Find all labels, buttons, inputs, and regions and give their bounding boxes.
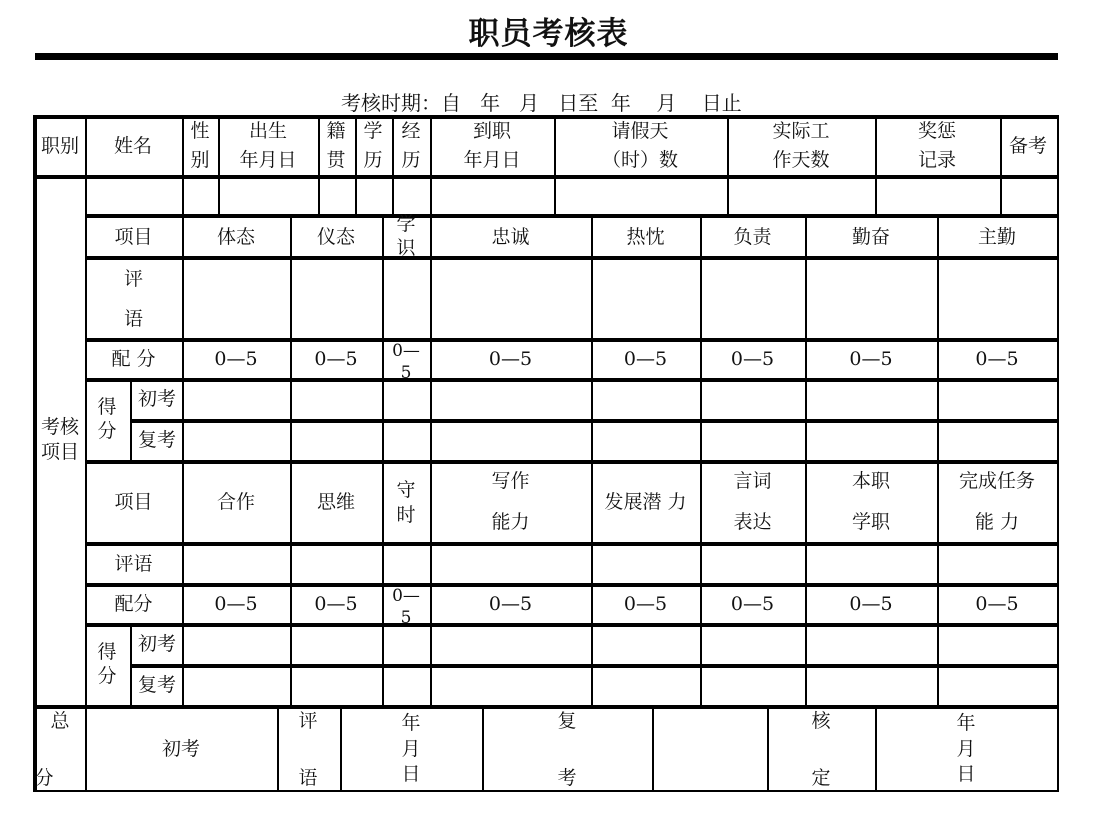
section1-obtained-label: 分 <box>97 420 117 442</box>
section1-item-label: 负责 <box>733 226 772 248</box>
header-gender-label: 性 <box>190 120 210 142</box>
section1-comment-cell <box>382 258 432 340</box>
score-range-value: 0—5 <box>730 593 775 615</box>
section1-second-review-label: 复考 <box>137 429 177 451</box>
section1-first-review-cell <box>591 380 702 421</box>
section2-second-review-label: 复考 <box>137 674 177 696</box>
section2-comment-cell <box>805 544 939 585</box>
section2-obtained-label: 分 <box>97 665 117 687</box>
section1-first-review-cell <box>805 380 939 421</box>
score-range-value: 0—5 <box>623 593 668 615</box>
section1-first-review-cell <box>182 380 292 421</box>
header-native-place-label: 贯 <box>326 149 346 171</box>
section1-second-review-cell <box>591 421 702 462</box>
section1-obtained-label: 得 <box>97 396 117 418</box>
footer-date-label: 月 <box>401 738 421 760</box>
section2-comment-cell <box>591 544 702 585</box>
section1-comment-label: 语 <box>123 308 144 330</box>
section2-second-review-cell <box>805 666 939 707</box>
footer-date-label: 月 <box>956 738 976 760</box>
section1-score-label: 配 分 <box>111 348 156 370</box>
score-range-value: 0—5 <box>849 348 893 370</box>
section1-second-review-cell <box>937 421 1059 462</box>
header-birth-label: 年月日 <box>239 149 297 171</box>
section1-item-label: 主勤 <box>977 226 1017 248</box>
section2-item-label: 时 <box>396 504 416 526</box>
section2-second-review-cell <box>700 666 807 707</box>
section1-comment-cell <box>591 258 702 340</box>
section2-item-label: 学职 <box>851 511 891 533</box>
section1-first-review-cell <box>290 380 384 421</box>
employee-entry-cell <box>554 177 729 216</box>
header-education-label: 学 <box>363 120 383 142</box>
section2-item-label: 言词 <box>733 470 772 492</box>
footer-approve-label: 核 <box>811 710 831 732</box>
section2-second-review-cell <box>382 666 432 707</box>
score-range-value: 0—5 <box>488 348 533 370</box>
section2-first-review-cell <box>290 625 384 666</box>
section1-second-review-cell <box>182 421 292 462</box>
header-rewards-label: 奖惩 <box>917 120 957 142</box>
footer-approve-label: 定 <box>811 767 831 789</box>
score-range-value: 0—5 <box>314 593 358 615</box>
form-title: 职员考核表 <box>468 16 629 52</box>
section2-comment-cell <box>937 544 1059 585</box>
section2-item-label: 发展潜 力 <box>604 491 687 513</box>
header-gender-label: 别 <box>190 149 210 171</box>
employee-entry-cell <box>1000 177 1059 216</box>
header-native-place-label: 籍 <box>326 120 346 142</box>
section1-second-review-cell <box>700 421 807 462</box>
header-name-label: 姓名 <box>113 135 153 157</box>
section2-comment-cell <box>700 544 807 585</box>
header-experience-label: 经 <box>401 120 421 142</box>
footer-second-review-label: 复 <box>557 710 577 732</box>
section2-score-label: 配分 <box>114 593 153 615</box>
score-range-value: 0—5 <box>392 341 420 383</box>
section2-item-label: 合作 <box>216 491 256 513</box>
employee-entry-cell <box>392 177 432 216</box>
score-range-value: 0—5 <box>314 348 358 370</box>
score-range-value: 0—5 <box>214 593 258 615</box>
section2-comment-cell <box>182 544 292 585</box>
section1-item-label: 仪态 <box>316 226 356 248</box>
footer-date-label: 日 <box>956 763 976 785</box>
employee-entry-cell <box>182 177 220 216</box>
section2-first-review-label: 初考 <box>137 633 177 655</box>
section2-second-review-cell <box>430 666 593 707</box>
section1-comment-cell <box>430 258 593 340</box>
section1-second-review-cell <box>382 421 432 462</box>
header-experience-label: 历 <box>401 149 421 171</box>
section2-first-review-cell <box>382 625 432 666</box>
section1-item-label: 体态 <box>216 226 256 248</box>
employee-entry-cell <box>318 177 357 216</box>
section2-item-label: 完成任务 <box>958 470 1036 492</box>
footer-total-label: 总 <box>50 710 70 732</box>
section1-comment-cell <box>805 258 939 340</box>
section2-obtained-label: 得 <box>97 641 117 663</box>
section1-item-label: 忠诚 <box>491 226 530 248</box>
section2-second-review-cell <box>937 666 1059 707</box>
employee-entry-cell <box>355 177 394 216</box>
score-range-value: 0—5 <box>488 593 533 615</box>
header-remarks-label: 备考 <box>1008 135 1048 157</box>
score-range-value: 0—5 <box>392 586 420 628</box>
footer-date-label: 年 <box>956 712 976 734</box>
section1-first-review-label: 初考 <box>137 388 177 410</box>
section2-item-label: 表达 <box>733 511 772 533</box>
employee-entry-cell <box>430 177 556 216</box>
section2-item-label: 能力 <box>491 511 530 533</box>
section2-item-label: 守 <box>396 479 416 501</box>
section2-first-review-cell <box>591 625 702 666</box>
section2-first-review-cell <box>430 625 593 666</box>
header-leave-label: （时）数 <box>601 149 679 171</box>
section2-first-review-cell <box>937 625 1059 666</box>
header-birth-label: 出生 <box>248 120 288 142</box>
section1-second-review-cell <box>430 421 593 462</box>
section2-first-review-cell <box>182 625 292 666</box>
section1-first-review-cell <box>430 380 593 421</box>
header-education-label: 历 <box>363 149 383 171</box>
section2-item-label: 写作 <box>491 470 530 492</box>
header-rewards-label: 记录 <box>917 149 957 171</box>
section2-item-label: 能 力 <box>974 511 1020 533</box>
section1-second-review-cell <box>805 421 939 462</box>
footer-total-label: 分 <box>34 767 54 789</box>
section2-item-cell <box>382 462 432 544</box>
header-actual-days-label: 实际工 <box>772 120 830 142</box>
section1-first-review-cell <box>382 380 432 421</box>
score-range-value: 0—5 <box>214 348 258 370</box>
employee-entry-cell <box>85 177 184 216</box>
section1-item-label: 勤奋 <box>851 226 891 248</box>
score-range-value: 0—5 <box>730 348 775 370</box>
section2-comment-label: 评语 <box>114 553 153 575</box>
section1-item-label: 热忱 <box>626 226 665 248</box>
assessment-label: 考核 <box>40 416 80 438</box>
footer-date-label: 年 <box>401 712 421 734</box>
header-leave-label: 请假天 <box>611 120 669 142</box>
employee-entry-cell <box>218 177 320 216</box>
assessment-period: 考核时期：自 年 月 日至 年 月 日止 <box>341 91 742 115</box>
section2-second-review-cell <box>182 666 292 707</box>
section1-first-review-cell <box>937 380 1059 421</box>
section2-first-review-cell <box>700 625 807 666</box>
footer-comment-label: 语 <box>298 767 318 789</box>
section2-item-label: 项目 <box>114 491 153 513</box>
section1-item-label: 学识 <box>396 213 416 259</box>
footer-comment-label: 评 <box>298 710 318 732</box>
section1-second-review-cell <box>290 421 384 462</box>
employee-entry-cell <box>727 177 877 216</box>
section1-first-review-cell <box>700 380 807 421</box>
section1-item-label: 项目 <box>114 226 153 248</box>
section2-item-label: 本职 <box>851 470 891 492</box>
section2-second-review-cell <box>591 666 702 707</box>
score-range-value: 0—5 <box>975 593 1019 615</box>
footer-blank-cell <box>652 707 769 792</box>
section1-comment-label: 评 <box>123 268 144 290</box>
section1-comment-cell <box>290 258 384 340</box>
section2-comment-cell <box>430 544 593 585</box>
assessment-label: 项目 <box>40 441 80 463</box>
score-range-value: 0—5 <box>623 348 668 370</box>
score-range-value: 0—5 <box>975 348 1019 370</box>
header-position-label: 职别 <box>40 135 80 157</box>
header-actual-days-label: 作天数 <box>772 149 830 171</box>
footer-date-label: 日 <box>401 763 421 785</box>
header-hire-date-label: 年月日 <box>463 149 521 171</box>
section2-comment-cell <box>290 544 384 585</box>
employee-entry-cell <box>875 177 1002 216</box>
section1-comment-cell <box>700 258 807 340</box>
footer-second-review-label: 考 <box>557 767 577 789</box>
section1-comment-cell <box>937 258 1059 340</box>
section2-second-review-cell <box>290 666 384 707</box>
section1-comment-cell <box>182 258 292 340</box>
header-hire-date-label: 到职 <box>472 120 512 142</box>
section2-first-review-cell <box>805 625 939 666</box>
score-range-value: 0—5 <box>849 593 893 615</box>
footer-first-review-label: 初考 <box>161 738 201 760</box>
section2-comment-cell <box>382 544 432 585</box>
section2-item-label: 思维 <box>316 491 356 513</box>
